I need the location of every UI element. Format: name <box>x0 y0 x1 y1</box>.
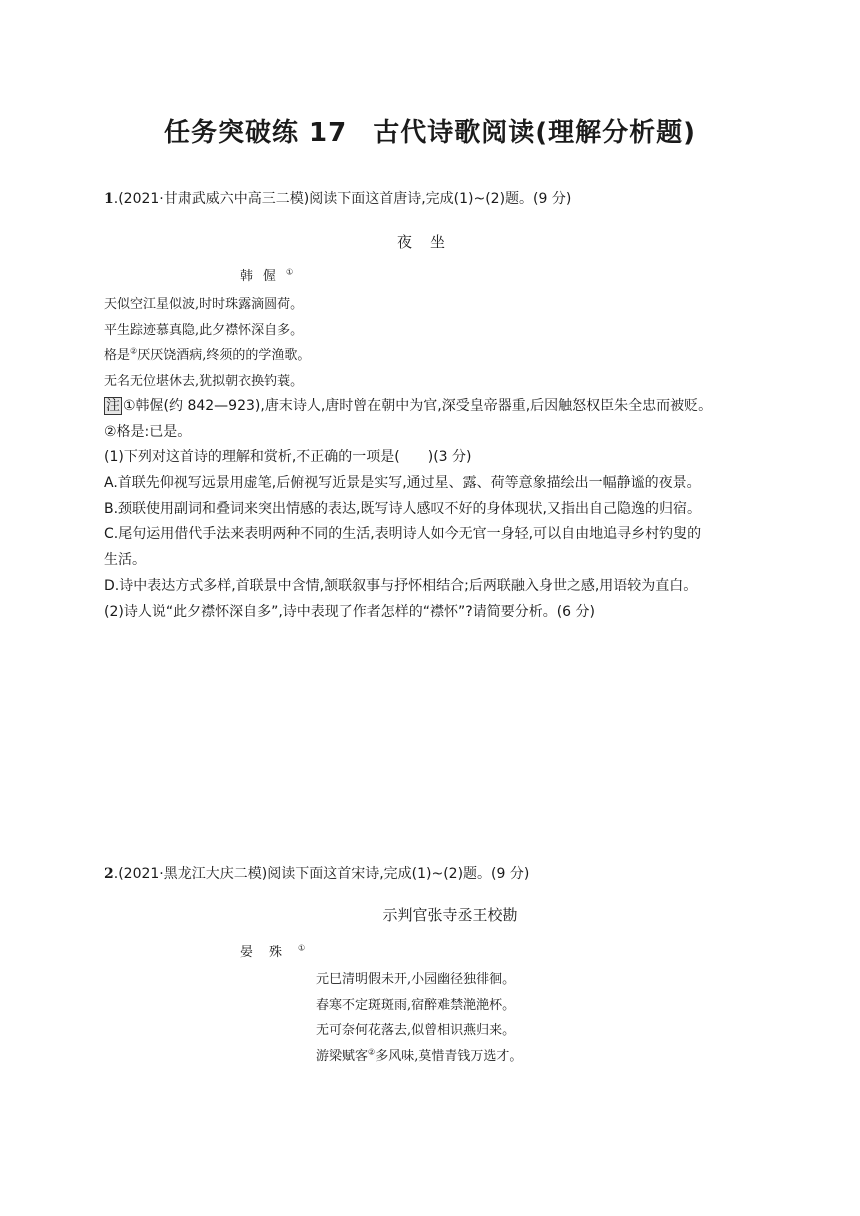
poem-1-line-4: 无名无位堪休去,犹拟朝衣换钓蓑。 <box>104 374 304 389</box>
option-a: A.首联先仰视写远景用虚笔,后俯视写近景是实写,通过星、露、荷等意象描绘出一幅静谧的夜景。 <box>104 475 701 491</box>
question-1-number: 1 <box>104 191 114 207</box>
poem-2-line-4-start: 游梁赋客 <box>316 1049 369 1064</box>
option-c-cont: 生活。 <box>104 552 146 568</box>
question-1-header <box>104 188 571 208</box>
poem-2-line-4-rest: 多风味,莫惜青钱万选才。 <box>375 1049 523 1064</box>
sub-question-2: (2)诗人说“此夕襟怀深自多”,诗中表现了作者怎样的“襟怀”?请简要分析。(6 分) <box>104 604 596 620</box>
note-1 <box>104 395 712 415</box>
poem-2-author-note-mark: ① <box>298 943 306 953</box>
poem-1-line-2: 平生踪迹慕真隐,此夕襟怀深自多。 <box>104 323 304 338</box>
poem-2-title: 示判官张寺丞王校勘 <box>382 906 518 924</box>
note-2: ②格是:已是。 <box>104 424 192 440</box>
sub-question-1-points: )(3 分) <box>427 449 472 465</box>
poem-1-title: 夜坐 <box>396 233 463 251</box>
title-prefix: 任务突破练 17 <box>163 118 348 148</box>
question-2-header <box>104 863 529 883</box>
question-2-source: .(2021·黑龙江大庆二模) <box>113 866 268 882</box>
page-title <box>0 112 860 149</box>
note-1-text: ①韩偓(约 842—923),唐末诗人,唐时曾在朝中为官,深受皇帝器重,后因触怒权臣朱全忠而被贬。 <box>123 398 713 414</box>
question-1-instruction: 阅读下面这首唐诗,完成(1)~(2)题。(9 分) <box>309 191 572 207</box>
poem-1-line-3 <box>104 344 310 363</box>
poem-1-line-3-note-mark: ② <box>130 346 138 356</box>
poem-1-line-3-rest: 厌厌饶酒病,终须的的学渔歌。 <box>137 348 311 363</box>
poem-1-author <box>240 265 293 284</box>
poem-2-line-3: 无可奈何花落去,似曾相识燕归来。 <box>316 1023 516 1038</box>
poem-2-line-1: 元巳清明假未开,小园幽径独徘徊。 <box>316 972 516 987</box>
poem-1-author-name: 韩偓 <box>240 269 287 284</box>
poem-1-line-1: 天似空江星似波,时时珠露滴圆荷。 <box>104 297 304 312</box>
poem-2-line-4 <box>316 1045 522 1064</box>
sub-question-1 <box>104 446 472 466</box>
title-main: 古代诗歌阅读(理解分析题) <box>373 118 696 148</box>
sub-question-1-stem: (1)下列对这首诗的理解和赏析,不正确的一项是( <box>104 449 400 465</box>
note-label: 注 <box>106 398 120 414</box>
poem-1-line-3-start: 格是 <box>104 348 131 363</box>
option-c: C.尾句运用借代手法来表明两种不同的生活,表明诗人如今无官一身轻,可以自由地追寻乡村钓叟的 <box>104 526 702 542</box>
option-d: D.诗中表达方式多样,首联景中含情,颔联叙事与抒怀相结合;后两联融入身世之感,用语较为直白。 <box>104 578 698 594</box>
question-1-source: .(2021·甘肃武威六中高三二模) <box>113 191 310 207</box>
poem-1-author-note-mark: ① <box>286 267 294 277</box>
poem-2-author-name: 晏殊 <box>240 945 299 960</box>
poem-2-line-4-note-mark: ② <box>368 1047 376 1057</box>
question-2-number: 2 <box>104 866 114 882</box>
option-b: B.颈联使用副词和叠词来突出情感的表达,既写诗人感叹不好的身体现状,又指出自己隐逸的归宿。 <box>104 501 701 517</box>
poem-2-author <box>240 941 305 960</box>
question-2-instruction: 阅读下面这首宋诗,完成(1)~(2)题。(9 分) <box>267 866 530 882</box>
poem-2-line-2: 春寒不定斑斑雨,宿醉难禁滟滟杯。 <box>316 998 516 1013</box>
